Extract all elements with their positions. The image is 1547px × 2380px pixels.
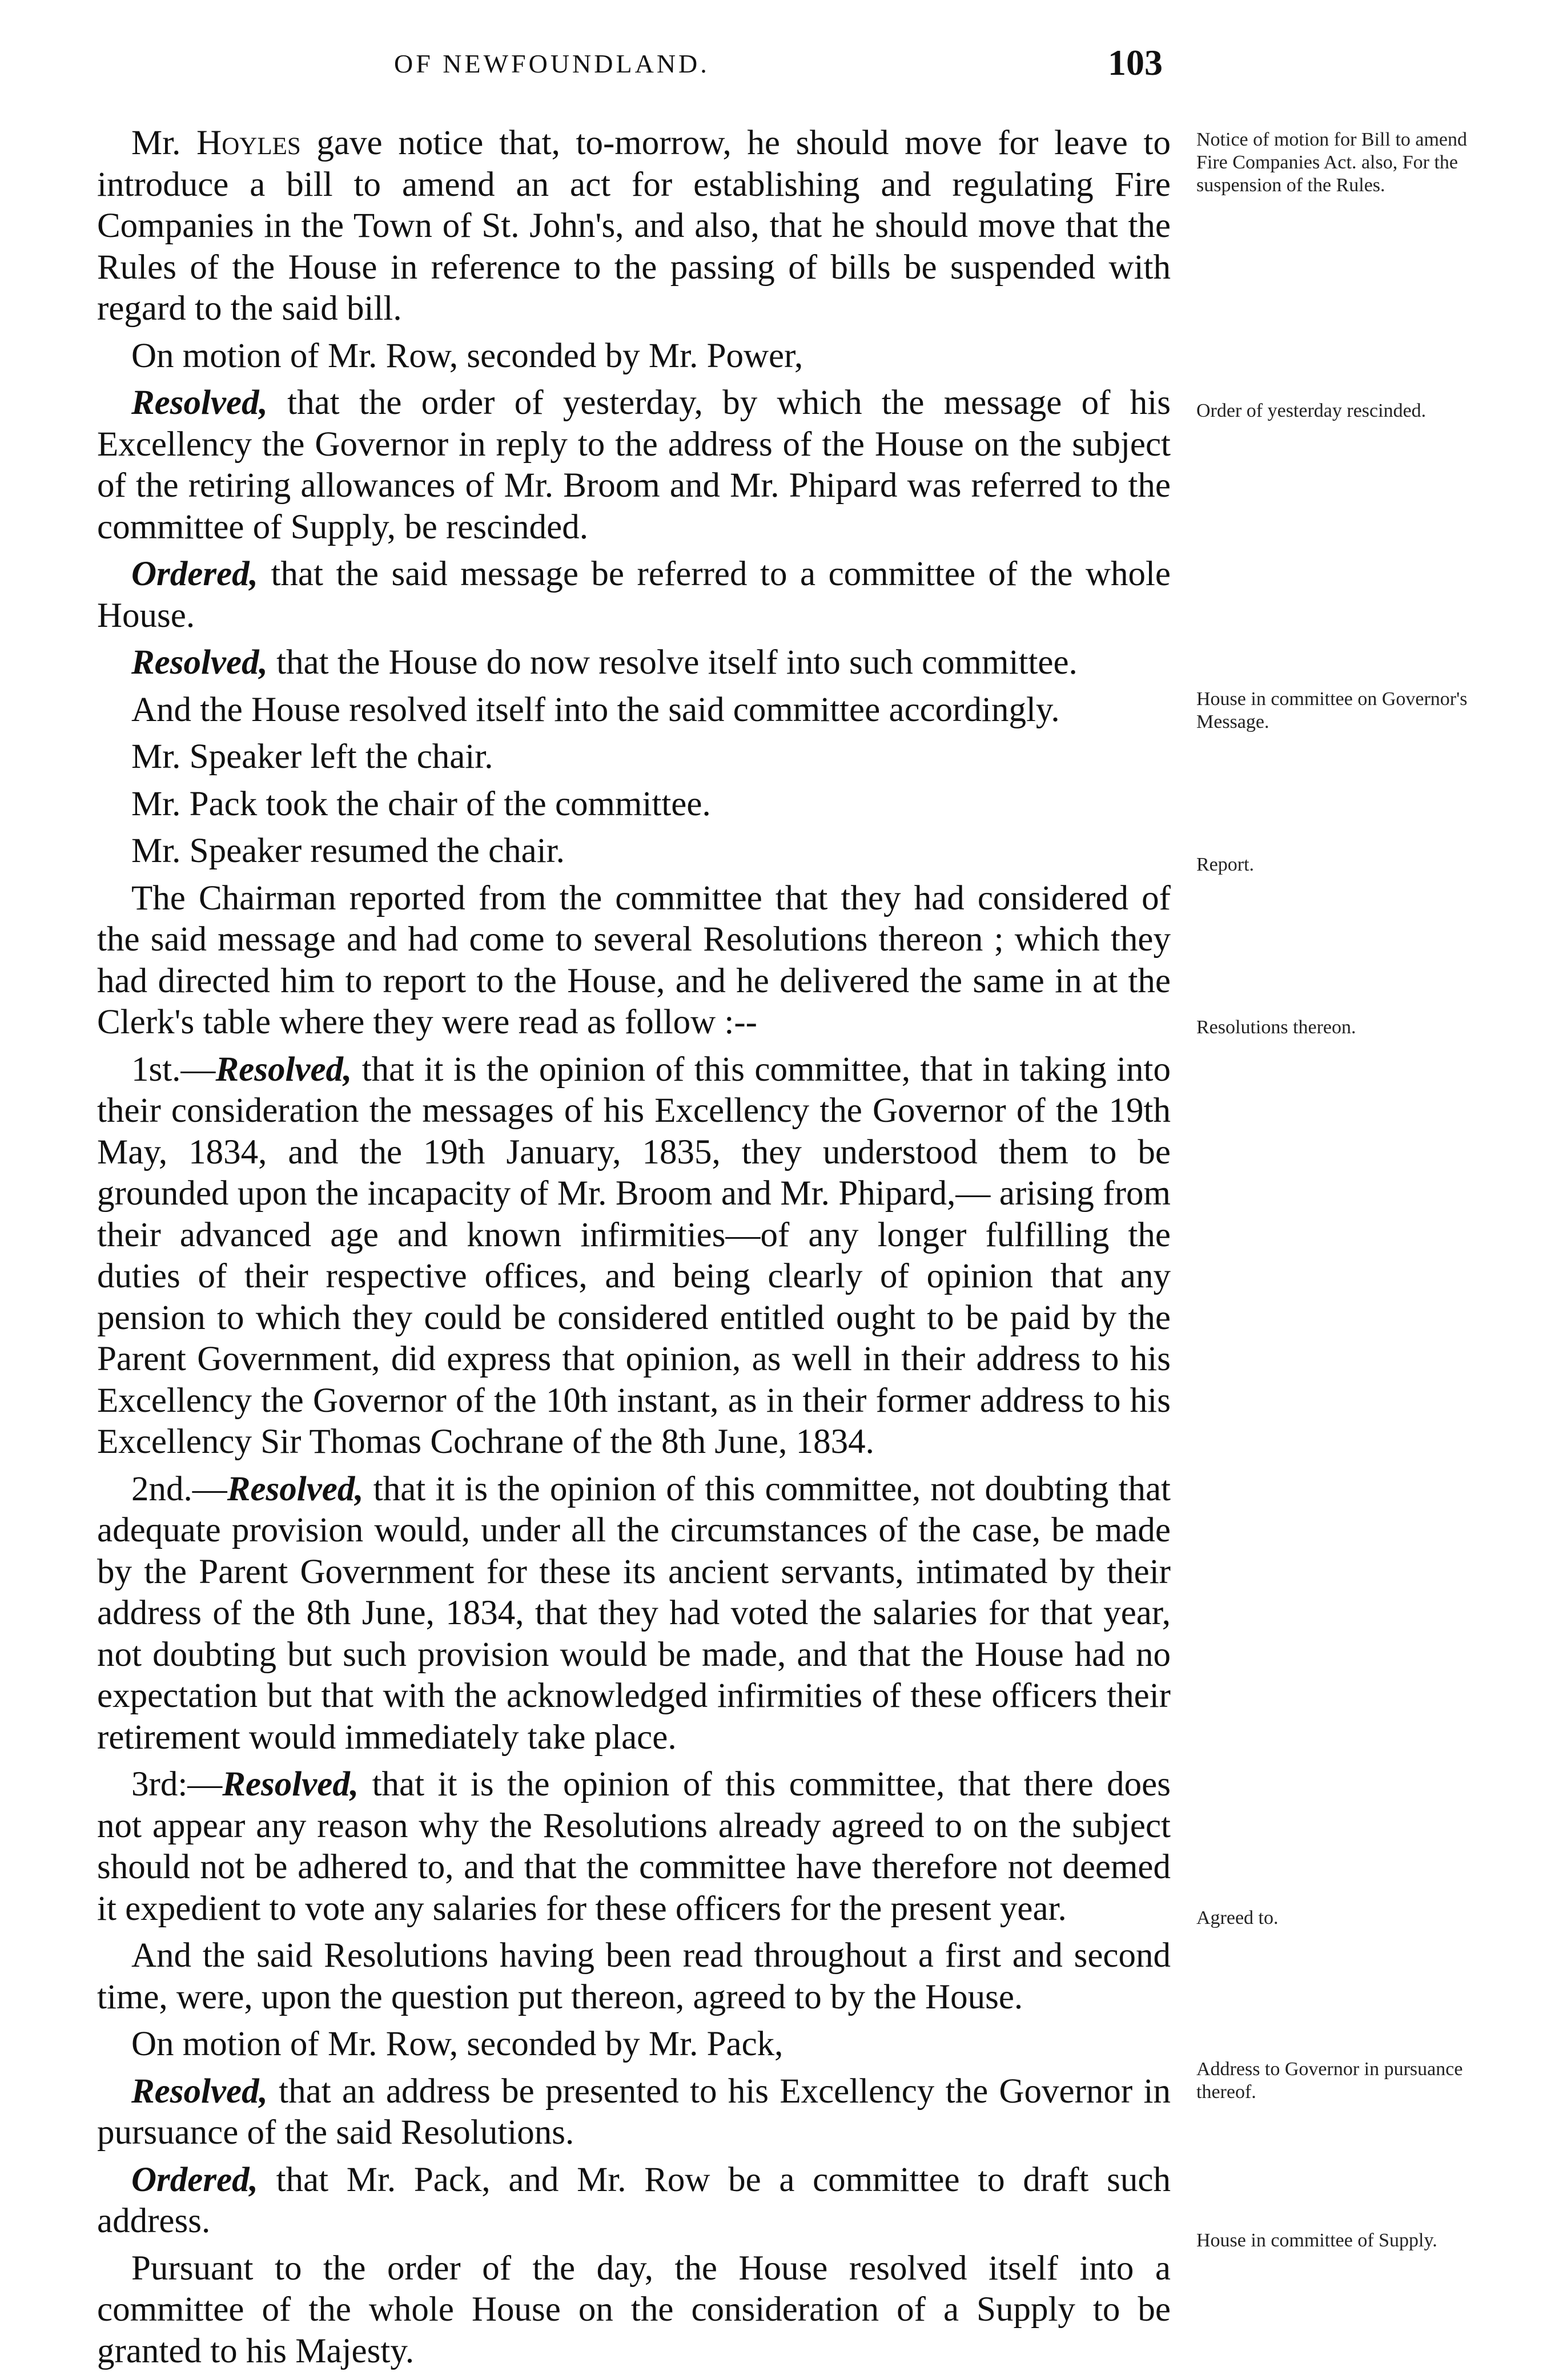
paragraph-resolved-address: Resolved, that an address be presented to his Excellency the Governor in pursuance of the said Resolutions.	[97, 2072, 1171, 2152]
paragraph-motion-row-power: On motion of Mr. Row, seconded by Mr. Power,	[131, 336, 803, 375]
paragraph-chairman-report: The Chairman reported from the committee that they had considered of the said message and had come to several Resolutions thereon ; which they had directed him to report to the House, and he delivered the same in at the Clerk's table where they were read as follow :--	[97, 879, 1171, 1041]
margin-note-committee-supply: House in committee of Supply.	[1196, 2230, 1437, 2251]
paragraph-hoyles-notice: Mr. Hoyles gave notice that, to-morrow, he should move for leave to introduce a bill to amend an act for establishing and regulating Fire Companies in the Town of St. John's, and also, that he should move that the Rules of the House in reference to the passing of bills be suspended with regard to the said bill.	[97, 124, 1171, 328]
margin-note-address-governor: Address to Governor in pursuance thereof.	[1196, 2059, 1463, 2103]
paragraph-ordered-draft: Ordered, that Mr. Pack, and Mr. Row be a committee to draft such address.	[97, 2160, 1171, 2240]
paragraph-resolution-3rd: 3rd:—Resolved, that it is the opinion of this committee, that there does not appear any reason why the Resolutions already agreed to on the subject should not be adhered to, and that the committee have therefore not deemed it expedient to vote any salaries for these officers for the present year.	[97, 1765, 1171, 1928]
margin-note-order-rescinded: Order of yesterday rescinded.	[1196, 400, 1427, 421]
running-title: OF NEWFOUNDLAND.	[394, 49, 710, 78]
paragraph-speaker-left: Mr. Speaker left the chair.	[131, 738, 493, 776]
paragraph-pack-chair: Mr. Pack took the chair of the committee.	[131, 784, 711, 823]
margin-note-fire-companies: Notice of motion for Bill to amend Fire Companies Act. also, For the suspension of the Rules.	[1196, 129, 1468, 196]
paragraph-resolution-1st: 1st.—Resolved, that it is the opinion of this committee, that in taking into their consideration the messages of his Excellency the Governor of the 19th May, 1834, and the 19th January, 1835, they understood them to be grounded upon the incapacity of Mr. Broom and Mr. Phipard,— arising from their advanced age and known infirmities—of any longer fulfilling the duties of their respective offices, and being clearly of opinion that any pension to which they could be considered entitled ought to be paid by the Parent Government, did express that opinion, as well in their address to his Excellency the Governor of the 10th instant, as in their former address to his Excellency Sir Thomas Cochrane of the 8th June, 1834.	[97, 1050, 1171, 1461]
body-text	[97, 123, 1171, 2378]
paragraph-motion-row-pack: On motion of Mr. Row, seconded by Mr. Pack,	[131, 2025, 783, 2063]
paragraph-resolved-committee: Resolved, that the House do now resolve itself into such committee.	[131, 643, 1078, 682]
margin-note-house-in-committee: House in committee on Governor's Message.	[1196, 688, 1468, 732]
paragraph-resolved-rescind: Resolved, that the order of yesterday, by which the message of his Excellency the Governor in reply to the address of the House on the subject of the retiring allowances of Mr. Broom and Mr. Phipard was referred to the committee of Supply, be rescinded.	[97, 384, 1171, 546]
margin-note-agreed: Agreed to.	[1196, 1907, 1279, 1928]
margin-note-resolutions: Resolutions thereon.	[1196, 1017, 1356, 1038]
page-number: 103	[1108, 42, 1163, 83]
paragraph-speaker-resumed: Mr. Speaker resumed the chair.	[131, 832, 565, 870]
paragraph-house-resolved: And the House resolved itself into the said committee accordingly.	[131, 690, 1060, 729]
page-header	[0, 42, 1547, 94]
paragraph-supply-committee: Pursuant to the order of the day, the House resolved itself into a committee of the whole House on the consideration of a Supply to be granted to his Majesty.	[97, 2249, 1171, 2370]
paragraph-agreed: And the said Resolutions having been read throughout a first and second time, were, upon the question put thereon, agreed to by the House.	[97, 1936, 1171, 2016]
paragraph-ordered-refer: Ordered, that the said message be referred to a committee of the whole House.	[97, 555, 1171, 635]
paragraph-resolution-2nd: 2nd.—Resolved, that it is the opinion of this committee, not doubting that adequate provision would, under all the circumstances of the case, be made by the Parent Government for these its ancient servants, intimated by their address of the 8th June, 1834, that they had voted the salaries for that year, not doubting but such provision would be made, and that the House had no expectation but that with the acknowledged infirmities of these officers their retirement would immediately take place.	[97, 1469, 1171, 1757]
margin-note-report: Report.	[1196, 854, 1255, 875]
